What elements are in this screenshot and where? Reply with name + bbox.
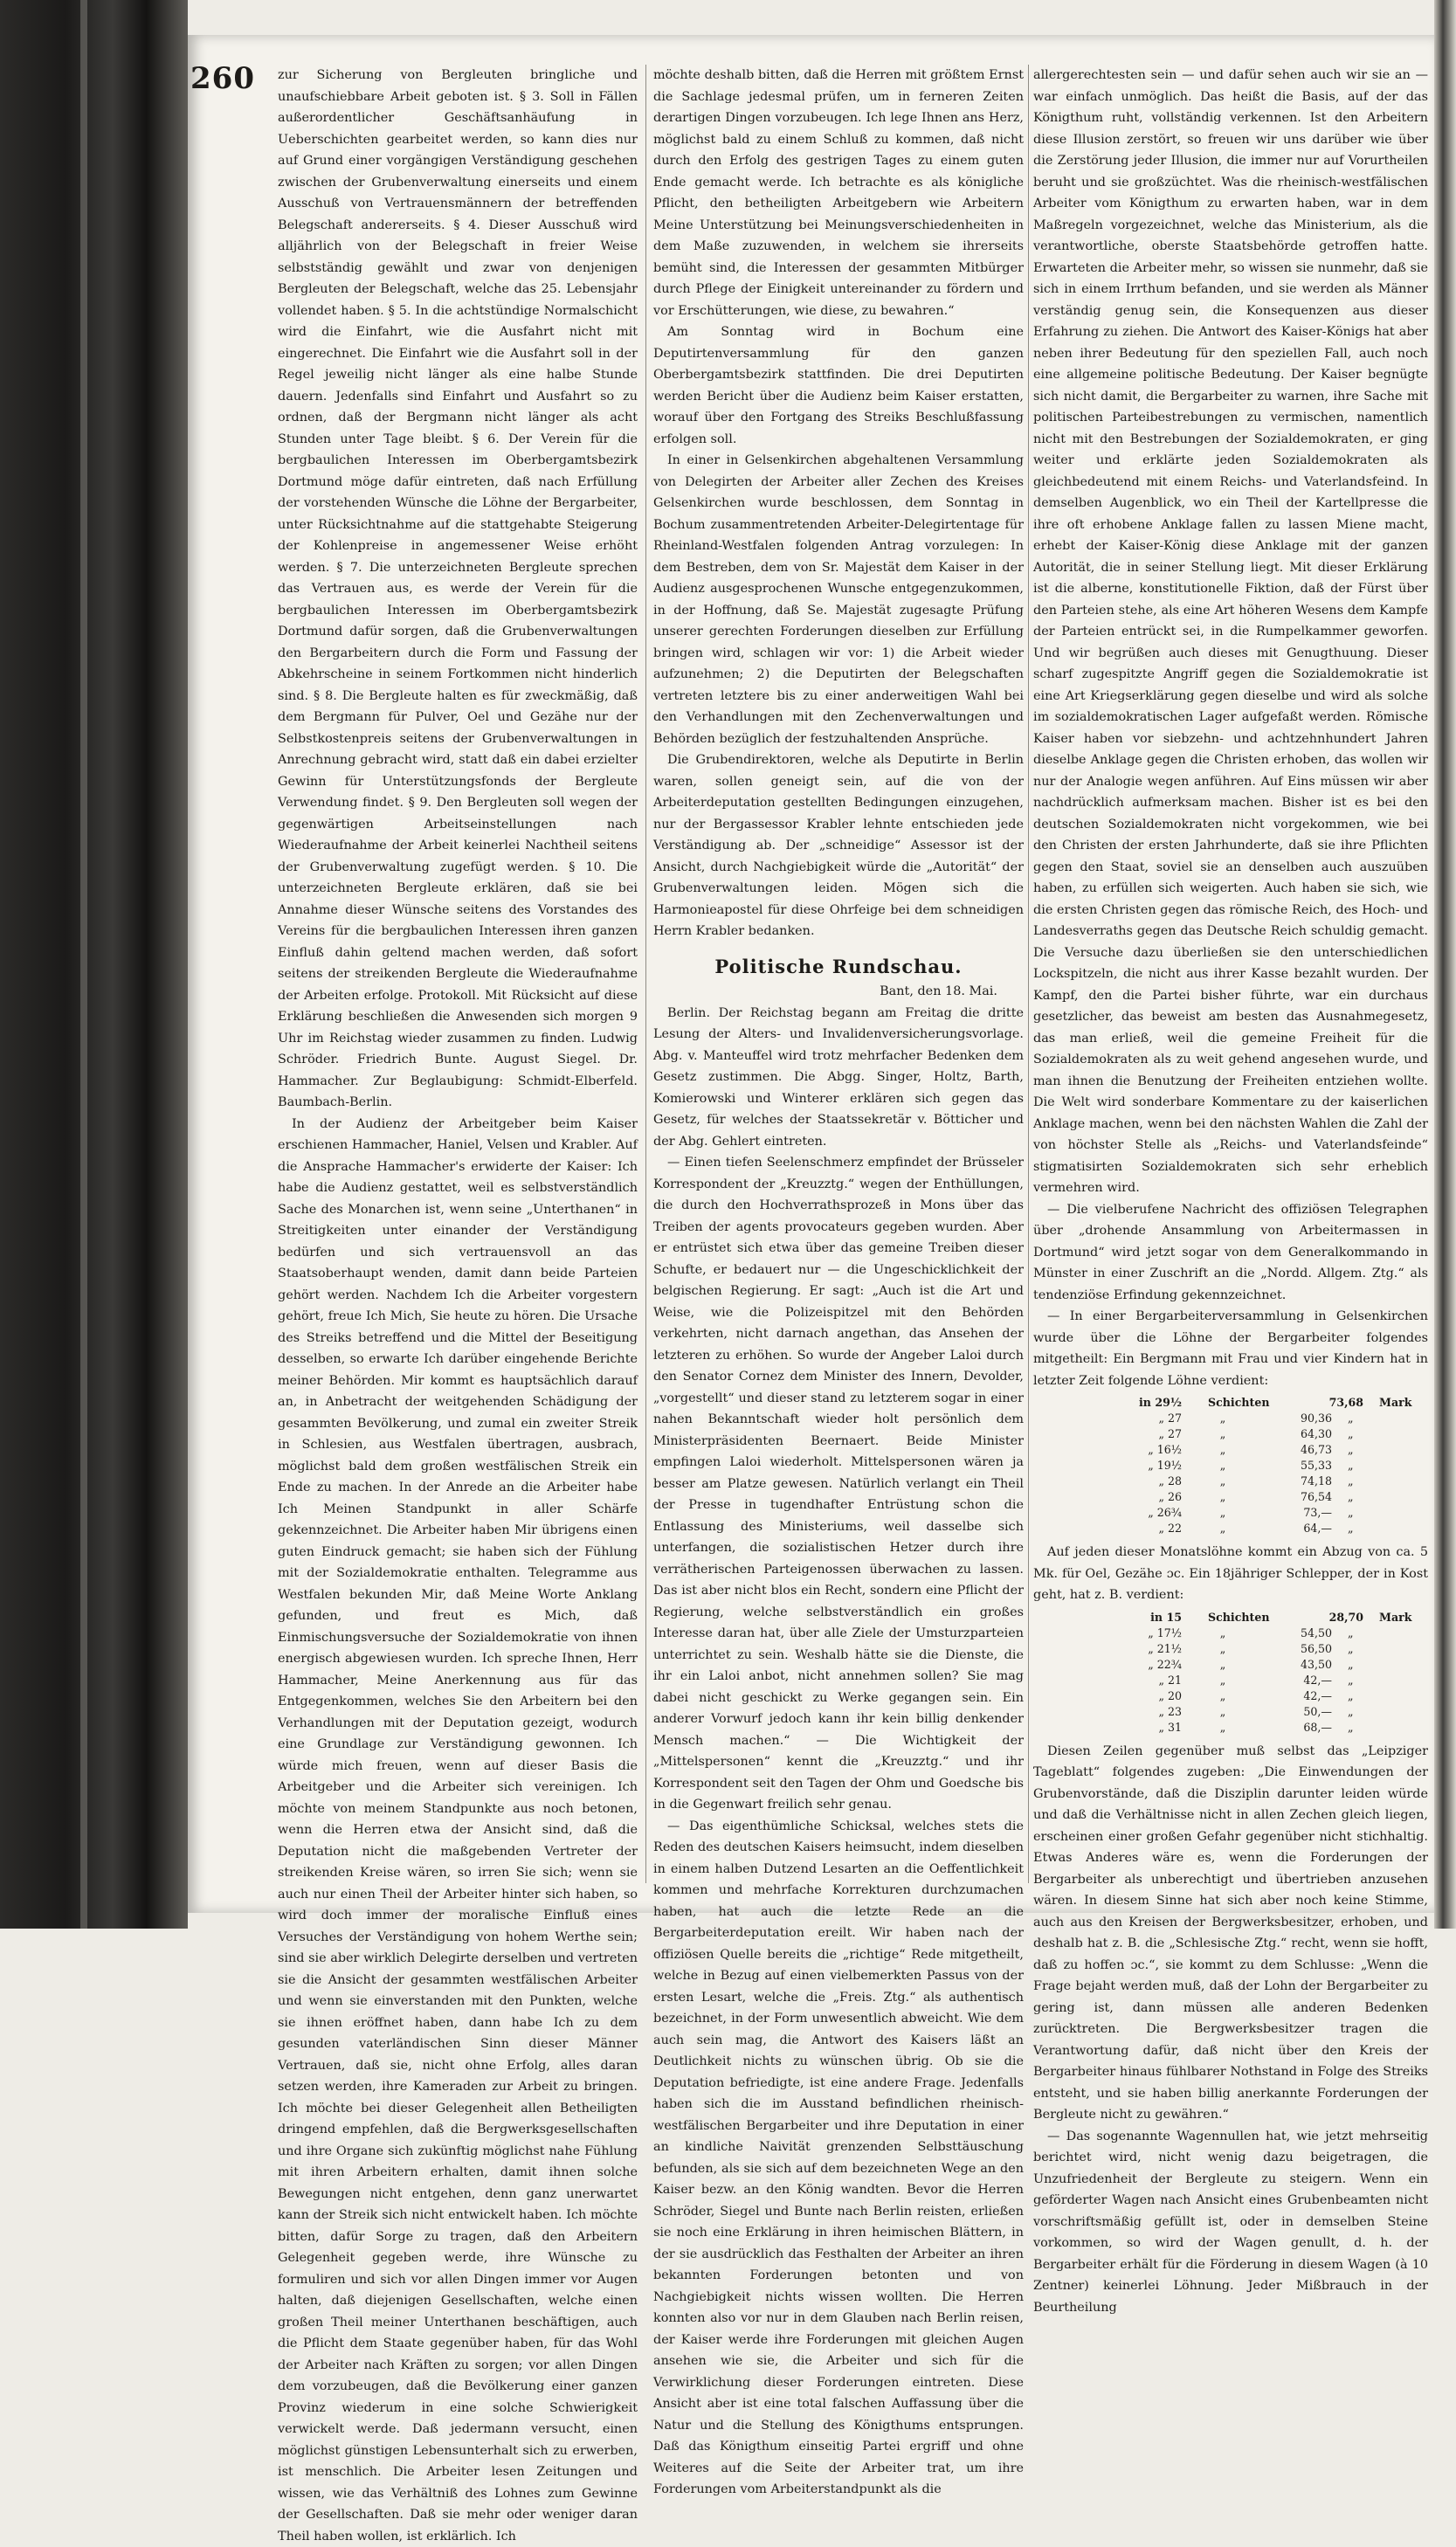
table-cell: 28,70 (1285, 1610, 1363, 1626)
table-cell: „ 22 (1094, 1521, 1192, 1536)
article-paragraph: In der Audienz der Arbeitgeber beim Kaiser erschienen Hammacher, Haniel, Velsen und Krabler. Auf die Ansprache Hammacher's erwiderte der Kaiser: Ich habe die Audienz gestattet, weil es selbstverständlich Sache des Monarchen ist, wenn seine „Unterthanen“ in Streitigkeiten unter einander der Verständigung bedürfen und sich vertrauensvoll an das Staatsoberhaupt wenden, damit dann beide Parteien gehört werden. Nachdem Ich die Arbeiter vorgestern gehört, freue Ich Mich, Sie heute zu hören. Die Ursache des Streiks betreffend und die Mittel der Beseitigung desselben, so erwarte Ich darüber eingehende Berichte meiner Behörden. Mir kommt es hauptsächlich darauf an, in Anbetracht der weitgehenden Schädigung der gesammten Bevölkerung, und zumal ein zweiter Streik in Schlesien, aus Westfalen übertragen, ausbrach, möglichst bald dem großen westfälischen Streik ein Ende zu machen. In der Anrede an die Arbeiter habe Ich Meinen Standpunkt in aller Schärfe gekennzeichnet. Die Arbeiter haben Mir übrigens einen guten Eindruck gemacht; sie haben sich der Fühlung mit der Sozialdemokratie enthalten. Telegramme aus Westfalen bekunden Mir, daß Meine Worte Anklang gefunden, und freut es Mich, daß Einmischungsversuche der Sozialdemokratie von ihnen energisch abgewiesen wurden. Ich spreche Ihnen, Herr Hammacher, Meine Anerkennung aus für das Entgegenkommen, welches Sie den Arbeitern bei den Verhandlungen mit der Deputation gezeigt, wodurch eine Grundlage zur Verständigung gewonnen. Ich würde mich freuen, wenn auf dieser Basis die Arbeitgeber und die Arbeiter sich vereinigen. Ich möchte von meinem Standpunkte aus noch betonen, wenn die Herren etwa der Ansicht sind, daß die Deputation nicht die maßgebenden Vertreter der streikenden Kreise wären, so irren Sie sich; wenn sie auch nur einen Theil der Arbeiter hinter sich haben, so wird doch immer der moralische Einfluß eines Versuches der Verständigung von hohem Werthe sein; sind sie aber wirklich Delegirte derselben und vertreten sie die Ansicht der gesammten westfälischen Arbeiter und wenn sie einverstanden mit den Punkten, welche sie ihnen eröffnet haben, dann habe Ich zu dem gesunden vaterländischen Sinn dieser Männer Vertrauen, daß sie, nicht ohne Erfolg, alles daran setzen werden, ihre Kameraden zur Arbeit zu bringen. Ich möchte bei dieser Gelegenheit allen Betheiligten dringend empfehlen, daß die Bergwerksgesellschaften und ihre Organe sich zukünftig möglichst nahe Fühlung mit ihren Arbeitern erhalten, damit ihnen solche Bewegungen nicht entgehen, denn ganz unerwartet kann der Streik sich nicht entwickelt haben. Ich möchte bitten, dafür Sorge zu tragen, daß den Arbeitern Gelegenheit gegeben werde, ihre Wünsche zu formuliren und sich vor allen Dingen immer vor Augen halten, daß diejenigen Gesellschaften, welche einen großen Theil meiner Unterthanen beschäftigen, auch die Pflicht dem Staate gegenüber haben, für das Wohl der Arbeiter nach Kräften zu sorgen; vor allen Dingen dem vorzubeugen, daß die Bevölkerung einer ganzen Provinz wiederum in eine solche Schwierigkeit verwickelt werde. Daß jedermann versucht, einen möglichst günstigen Lebensunterhalt sich zu erwerben, ist menschlich. Die Arbeiter lesen Zeitungen und wissen, wie das Verhältniß des Lohnes zum Gewinne der Gesellschaften. Daß sie mehr oder weniger daran Theil haben wollen, ist erklärlich. Ich (278, 1114, 638, 2547)
table-cell: „ 21 (1094, 1673, 1192, 1688)
table-header-row (1094, 1395, 1428, 1411)
section-title: Politische Rundschau. (653, 956, 1024, 978)
table-cell: „ (1332, 1458, 1354, 1474)
table-row (1094, 1657, 1428, 1673)
dateline: Bant, den 18. Mai. (653, 981, 1024, 1003)
table-cell: „ (1192, 1458, 1253, 1474)
table-cell: „ (1192, 1657, 1253, 1673)
page-number: 260 (190, 61, 255, 96)
table-cell: „ (1192, 1442, 1253, 1458)
table-cell: Mark (1379, 1610, 1411, 1626)
table-cell: „ 23 (1094, 1704, 1192, 1720)
book-binding-gutter (0, 0, 188, 1929)
table-cell: „ (1332, 1626, 1354, 1641)
table-cell: 64,— (1253, 1521, 1332, 1536)
table-cell: 73,68 (1285, 1395, 1363, 1411)
table-cell: „ (1332, 1474, 1354, 1489)
table-cell: „ (1192, 1688, 1253, 1704)
column-rule (1028, 65, 1029, 1883)
table-cell: 76,54 (1253, 1489, 1332, 1505)
table-cell: „ (1192, 1673, 1253, 1688)
table-row (1094, 1626, 1428, 1641)
table-cell: „ (1332, 1688, 1354, 1704)
article-paragraph: — In einer Bergarbeiterversammlung in Gelsenkirchen wurde über die Löhne der Bergarbeiter folgendes mitgetheilt: Ein Bergmann mit Frau und vier Kindern hat in letzter Zeit folgende Löhne verdient: (1033, 1306, 1428, 1391)
article-paragraph: Diesen Zeilen gegenüber muß selbst das „Leipziger Tageblatt“ folgendes zugeben: „Die Einwendungen der Grubenvorstände, daß die Disziplin darunter leiden würde und daß die Verhältnisse nicht in allen Zechen gleich liegen, erscheinen einer großen Gefahr gegenüber nicht stichhaltig. Etwas Anderes wäre es, wenn die Forderungen der Bergarbeiter als unberechtigt und übertrieben anzusehen wären. In diesem Sinne hat sich aber noch keine Stimme, auch aus den Kreisen der Bergwerksbesitzer, erhoben, und deshalb hat z. B. die „Schlesische Ztg.“ recht, wenn sie hofft, daß zu hoffen ɔc.“, sie kommt zu dem Schlusse: „Wenn die Frage bejaht werden muß, daß der Lohn der Bergarbeiter zu gering ist, dann müssen alle anderen Bedenken zurücktreten. Die Bergwerksbesitzer tragen die Verantwortung dafür, daß nicht über den Kreis der Bergarbeiter hinaus fühlbarer Nothstand in Folge des Streiks entsteht, und sie haben billig anerkannte Forderungen der Bergleute nicht zu gewähren.“ (1033, 1741, 1428, 2126)
table-cell: „ (1332, 1442, 1354, 1458)
table-cell: „ 26 (1094, 1489, 1192, 1505)
article-paragraph: In einer in Gelsenkirchen abgehaltenen Versammlung von Delegirten der Arbeiter aller Zechen des Kreises Gelsenkirchen wurde beschlossen, dem Sonntag in Bochum zusammentretenden Arbeiter-Delegirtentage für Rheinland-Westfalen folgenden Antrag vorzulegen: In dem Bestreben, dem von Sr. Majestät dem Kaiser in der Audienz ausgesprochenen Wunsche entgegenzukommen, in der Hoffnung, daß Se. Majestät zugesagte Prüfung unserer gerechten Forderungen dieselben zur Erfüllung bringen wird, schlagen wir vor: 1) die Arbeit wieder aufzunehmen; 2) die Deputirten der Belegschaften vertreten letztere bis zu einer anderweitigen Wahl bei den Verhandlungen mit den Zechenverwaltungen und Behörden bezüglich der festzuhaltenden Ansprüche. (653, 450, 1024, 749)
table-cell: „ (1332, 1720, 1354, 1736)
table-row (1094, 1442, 1428, 1458)
column-2 (653, 65, 1024, 1886)
table-cell: in 15 (1094, 1610, 1192, 1626)
table-cell: 68,— (1253, 1720, 1332, 1736)
wage-table-miner (1094, 1395, 1428, 1536)
page-edge (1434, 0, 1456, 1929)
table-row (1094, 1489, 1428, 1505)
table-cell: „ (1192, 1505, 1253, 1521)
table-cell: 73,— (1253, 1505, 1332, 1521)
table-row (1094, 1411, 1428, 1426)
article-paragraph: — Einen tiefen Seelenschmerz empfindet der Brüsseler Korrespondent der „Kreuzztg.“ wegen der Enthüllungen, die durch den Hochverrathsprozeß in Mons über das Treiben der agents provocateurs gegeben wurden. Aber er entrüstet sich etwa über das gemeine Treiben dieser Schufte, er bedauert nur — die Ungeschicklichkeit der belgischen Regierung. Er sagt: „Auch ist die Art und Weise, wie die Polizeispitzel mit den Behörden verkehrten, nicht darnach angethan, das Ansehen der letzteren zu erhöhen. So wurde der Angeber Laloi durch den Senator Cornez dem Minister des Innern, Devolder, „vorgestellt“ und dieser stand zu letzterem sogar in einer nahen Bekanntschaft wieder holt persönlich dem Ministerpräsidenten Beernaert. Beide Minister empfingen Laloi wiederholt. Mittelspersonen wären ja besser am Platze gewesen. Natürlich verlangt ein Theil der Presse in tugendhafter Entrüstung schon die Entlassung des Ministeriums, weil dasselbe sich unterfangen, die sozialistischen Hetzer durch ihre verrätherischen Parteigenossen überwachen zu lassen. Das ist aber nicht blos ein Recht, sondern eine Pflicht der Regierung, welche selbstverständlich ein großes Interesse daran hat, über alle Ziele der Umsturzparteien unterrichtet zu sein. Weshalb hätte sie die Dienste, die ihr ein Laloi anbot, nicht annehmen sollen? Sie mag dabei nicht geschickt zu Werke gegangen sein. Ein anderer Vorwurf jedoch kann ihr kein billig denkender Mensch machen.“ — Die Wichtigkeit der „Mittelspersonen“ kennt die „Kreuzztg.“ und ihr Korrespondent seit den Tagen der Ohm und Goedsche bis in die Gegenwart freilich sehr genau. (653, 1152, 1024, 1816)
table-cell: „ (1192, 1704, 1253, 1720)
article-paragraph: — Die vielberufene Nachricht des offiziösen Telegraphen über „drohende Ansammlung von Arbeitermassen in Dortmund“ wird jetzt sogar von dem Generalkommando in Münster in einer Zuschrift an die „Nordd. Allgem. Ztg.“ als tendenziöse Erfindung gekennzeichnet. (1033, 1199, 1428, 1307)
table-cell: „ (1192, 1626, 1253, 1641)
table-cell: 64,30 (1253, 1426, 1332, 1442)
table-cell: „ 16½ (1094, 1442, 1192, 1458)
table-row (1094, 1673, 1428, 1688)
table-cell: „ (1332, 1673, 1354, 1688)
table-row (1094, 1521, 1428, 1536)
table-cell: „ 31 (1094, 1720, 1192, 1736)
table-cell: „ (1332, 1489, 1354, 1505)
table-cell: „ (1192, 1720, 1253, 1736)
column-3 (1033, 65, 1428, 1886)
article-paragraph: — Das eigenthümliche Schicksal, welches stets die Reden des deutschen Kaisers heimsucht, indem dieselben in einem halben Dutzend Lesarten an die Oeffentlichkeit kommen und mehrfache Korrekturen durchzumachen haben, hat auch die letzte Rede an die Bergarbeiterdeputation ereilt. Wir haben nach der offiziösen Quelle bereits die „richtige“ Rede mitgetheilt, welche in Bezug auf einen vielbemerkten Passus von der ersten Lesart, welche die „Freis. Ztg.“ als authentisch bezeichnet, in der Form unwesentlich abweicht. Wie dem auch sein mag, die Antwort des Kaisers läßt an Deutlichkeit nichts zu wünschen übrig. Ob sie die Deputation befriedigte, ist eine andere Frage. Jedenfalls haben sich die im Ausstand befindlichen rheinisch-westfälischen Bergarbeiter und ihre Deputation in einer an kindliche Naivität grenzenden Selbsttäuschung befunden, als sie sich auf dem bezeichneten Wege an den Kaiser bezw. an den König wandten. Bevor die Herren Schröder, Siegel und Bunte nach Berlin reisten, erließen sie noch eine Erklärung in ihren heimischen Blättern, in der sie ausdrücklich das Festhalten der Arbeiter an ihren bekannten Forderungen betonten und von Nachgiebigkeit nichts wissen wollten. Die Herren konnten also vor nur in dem Glauben nach Berlin reisen, der Kaiser werde ihre Forderungen mit gleichen Augen ansehen wie sie, die Arbeiter und sich für die Verwirklichung dieser Forderungen eintreten. Diese Ansicht aber ist eine total falschen Auffassung über die Natur und die Stellung des Königthums entsprungen. Daß das Königthum einseitig Partei ergriff und ohne Weiteres auf die Seite der Arbeiter trat, um ihre Forderungen vom Arbeiterstandpunkt als die (653, 1816, 1024, 2501)
table-row (1094, 1458, 1428, 1474)
article-paragraph: Am Sonntag wird in Bochum eine Deputirtenversammlung für den ganzen Oberbergamtsbezirk stattfinden. Die drei Deputirten werden Bericht über die Audienz beim Kaiser erstatten, worauf über den Fortgang des Streiks Beschlußfassung erfolgen soll. (653, 321, 1024, 450)
table-cell: 42,— (1253, 1688, 1332, 1704)
table-cell: 43,50 (1253, 1657, 1332, 1673)
wage-table-haulier (1094, 1610, 1428, 1736)
table-cell: „ (1192, 1641, 1253, 1657)
table-cell: „ (1332, 1657, 1354, 1673)
table-cell: „ (1192, 1474, 1253, 1489)
table-cell: 42,— (1253, 1673, 1332, 1688)
article-paragraph: zur Sicherung von Bergleuten bringliche und unaufschiebbare Arbeit geboten ist. § 3. Soll in Fällen außerordentlicher Geschäftsanhäufung in Ueberschichten gearbeitet werden, so kann dies nur auf Grund einer vorgängigen Verständigung geschehen zwischen der Grubenverwaltung einerseits und einem Ausschuß von Vertrauensmännern der betreffenden Belegschaft andererseits. § 4. Dieser Ausschuß wird alljährlich von der Belegschaft in freier Weise selbstständig gewählt und zwar von denjenigen Bergleuten der Belegschaft, welche das 25. Lebensjahr vollendet haben. § 5. In die achtstündige Normalschicht wird die Einfahrt, wie die Ausfahrt nicht mit eingerechnet. Die Einfahrt wie die Ausfahrt soll in der Regel jeweilig nicht länger als eine halbe Stunde dauern. Jedenfalls sind Einfahrt und Ausfahrt so zu ordnen, daß der Bergmann nicht länger als acht Stunden unter Tage bleibt. § 6. Der Verein für die bergbaulichen Interessen im Oberbergamtsbezirk Dortmund möge dafür eintreten, daß nach Erfüllung der vorstehenden Wünsche die Löhne der Bergarbeiter, unter Rücksichtnahme auf die stattgehabte Steigerung der Kohlenpreise in angemessener Weise erhöht werden. § 7. Die unterzeichneten Bergleute sprechen das Vertrauen aus, es werde der Verein für die bergbaulichen Interessen im Oberbergamtsbezirk Dortmund dafür sorgen, daß die Grubenverwaltungen den Bergarbeitern durch die Form und Fassung der Abkehrscheine in seinem Fortkommen nicht hinderlich sind. § 8. Die Bergleute halten es für zweckmäßig, daß dem Bergmann für Pulver, Oel und Gezähe nur der Selbstkostenpreis seitens der Grubenverwaltungen in Anrechnung gebracht wird, statt daß ein dabei erzielter Gewinn für Unterstützungsfonds der Bergleute Verwendung findet. § 9. Den Bergleuten soll wegen der gegenwärtigen Arbeitseinstellungen nach Wiederaufnahme der Arbeit keinerlei Nachtheil seitens der Grubenverwaltung zugefügt werden. § 10. Die unterzeichneten Bergleute erklären, daß sie bei Annahme dieser Wünsche seitens des Vorstandes des Vereins für die bergbaulichen Interessen ihren ganzen Einfluß dahin geltend machen werden, daß sofort seitens der streikenden Bergleute die Wiederaufnahme der Arbeiten erfolge. Protokoll. Mit Rücksicht auf diese Erklärung beschließen die Anwesenden sich morgen 9 Uhr im Reichstag wieder zusammen zu finden. Ludwig Schröder. Friedrich Bunte. August Siegel. Dr. Hammacher. Zur Beglaubigung: Schmidt-Elberfeld. Baumbach-Berlin. (278, 65, 638, 1114)
table-cell: 56,50 (1253, 1641, 1332, 1657)
table-cell: „ 22¾ (1094, 1657, 1192, 1673)
table-cell: „ (1332, 1411, 1354, 1426)
table-row (1094, 1426, 1428, 1442)
article-paragraph: Berlin. Der Reichstag begann am Freitag die dritte Lesung der Alters- und Invalidenversicherungsvorlage. Abg. v. Manteuffel wird trotz mehrfacher Bedenken dem Gesetz zustimmen. Die Abgg. Singer, Holtz, Barth, Komierowski und Winterer erklären sich gegen das Gesetz, für welches der Staatssekretär v. Bötticher und der Abg. Gehlert eintreten. (653, 1003, 1024, 1153)
table-cell: „ 26¾ (1094, 1505, 1192, 1521)
table-row (1094, 1641, 1428, 1657)
article-paragraph: Auf jeden dieser Monatslöhne kommt ein Abzug von ca. 5 Mk. für Oel, Gezähe ɔc. Ein 18jähriger Schlepper, der in Kost geht, hat z. B. verdient: (1033, 1542, 1428, 1606)
article-paragraph: allergerechtesten sein — und dafür sehen auch wir sie an — war einfach unmöglich. Das heißt die Basis, auf der das Königthum ruht, vollständig verkennen. Ist den Arbeitern diese Illusion zerstört, so freuen wir uns darüber wie über die Zerstörung jeder Illusion, die immer nur auf Vorurtheilen beruht und sie großzüchtet. Was die rheinisch-westfälischen Arbeiter vom Königthum zu erwarten haben, war in dem Maßregeln vorgezeichnet, welche das Ministerium, als die verantwortliche, oberste Staatsbehörde getroffen hatte. Erwarteten die Arbeiter mehr, so wissen sie nunmehr, daß sie sich in einem Irrthum befanden, und sie werden als Männer verständig genug sein, die Konsequenzen aus dieser Erfahrung zu ziehen. Die Antwort des Kaiser-Königs hat aber neben ihrer Bedeutung für den speziellen Fall, auch noch eine allgemeine politische Bedeutung. Der Kaiser begnügte sich nicht damit, die Bergarbeiter zu warnen, ihre Sache mit politischen Parteibestrebungen zu vermischen, namentlich nicht mit den Bestrebungen der Sozialdemokraten, er ging weiter und erklärte jeden Sozialdemokraten als gleichbedeutend mit einem Reichs- und Vaterlandsfeind. In demselben Augenblick, wo ein Theil der Kartellpresse die ihre oft erhobene Anklage fallen zu lassen Miene macht, erhebt der Kaiser-König diese Anklage mit der ganzen Autorität, die in seiner Stellung liegt. Mit dieser Erklärung ist die alberne, konstitutionelle Fiktion, daß der Fürst über den Parteien stehe, als eine Art höheren Wesens dem Kampfe der Parteien entrückt sei, in die Rumpelkammer geworfen. Und wir begrüßen auch dieses mit Genugthuung. Dieser scharf zugespitzte Angriff gegen die Sozialdemokratie ist eine Art Kriegserklärung gegen dieselbe und wird als solche im sozialdemokratischen Lager aufgefaßt werden. Römische Kaiser haben vor siebzehn- und achtzehnhundert Jahren dieselbe Anklage gegen die Christen erhoben, das wollen wir nur der Analogie wegen anführen. Auf Eins müssen wir aber nachdrücklich aufmerksam machen. Bisher ist es bei den deutschen Sozialdemokraten nicht vorgekommen, wie bei den Christen der ersten Jahrhunderte, daß sie ihre Pflichten gegen den Staat, soviel sie an denselben auch auszuüben haben, zu erfüllen sich weigerten. Auch haben sie sich, wie die ersten Christen gegen das römische Reich, des Hoch- und Landesverraths gegen das Deutsche Reich schuldig gemacht. Die Versuche dazu überließen sie den unterschiedlichen Lockspitzeln, die nicht aus ihrer Kasse bezahlt wurden. Der Kampf, den die Partei bisher führte, war ein durchaus gesetzlicher, das beweist am besten das Ausnahmegesetz, das man erließ, weil die gemeine Freiheit für die Sozialdemokraten als zu weit gehend angesehen wurde, und man ihnen die Benutzung der Freiheiten entziehen wollte. Die Welt wird sonderbare Kommentare zu der kaiserlichen Anklage machen, wenn bei den nächsten Wahlen die Zahl der von höchster Stelle als „Reichs- und Vaterlandsfeinde“ stigmatisirten Sozialdemokraten sich sehr erheblich vermehren wird. (1033, 65, 1428, 1199)
table-row (1094, 1688, 1428, 1704)
table-cell: „ (1332, 1505, 1354, 1521)
article-paragraph: — Das sogenannte Wagennullen hat, wie jetzt mehrseitig berichtet wird, nicht wenig dazu beigetragen, die Unzufriedenheit der Bergleute zu steigern. Wenn ein geförderter Wagen nach Ansicht eines Grubenbeamten nicht vorschriftsmäßig gefüllt ist, oder in demselben Steine vorkommen, so wird der Wagen genullt, d. h. der Bergarbeiter erhält für die Förderung in diesem Wagen (à 10 Zentner) keinerlei Löhnung. Jeder Mißbrauch in der Beurtheilung (1033, 2126, 1428, 2319)
table-cell: 55,33 (1253, 1458, 1332, 1474)
table-cell: 90,36 (1253, 1411, 1332, 1426)
table-cell: „ 19½ (1094, 1458, 1192, 1474)
table-header-row (1094, 1610, 1428, 1626)
table-cell: „ 17½ (1094, 1626, 1192, 1641)
table-cell: 74,18 (1253, 1474, 1332, 1489)
article-paragraph: möchte deshalb bitten, daß die Herren mit größtem Ernst die Sachlage jedesmal prüfen, um in ferneren Zeiten derartigen Dingen vorzubeugen. Ich lege Ihnen ans Herz, möglichst bald zu einem Schluß zu kommen, daß nicht durch den Erfolg des gestrigen Tages zu einem guten Ende gemacht werde. Ich betrachte es als königliche Pflicht, den betheiligten Arbeitgebern wie Arbeitern Meine Unterstützung bei Meinungsverschiedenheiten in dem Maße zuzuwenden, in welchem sie ihrerseits bemüht sind, die Interessen der gesammten Mitbürger durch Pflege der Einigkeit untereinander zu fördern und vor Erschütterungen, wie diese, zu bewahren.“ (653, 65, 1024, 321)
table-cell: 50,— (1253, 1704, 1332, 1720)
table-cell: „ 27 (1094, 1426, 1192, 1442)
table-cell: Mark (1379, 1395, 1411, 1411)
table-row (1094, 1505, 1428, 1521)
table-cell: „ (1192, 1411, 1253, 1426)
table-row (1094, 1704, 1428, 1720)
table-cell: 46,73 (1253, 1442, 1332, 1458)
column-1 (278, 65, 638, 1886)
table-cell: Schichten (1208, 1395, 1269, 1411)
table-cell: „ 27 (1094, 1411, 1192, 1426)
column-rule (645, 65, 646, 1883)
table-row (1094, 1720, 1428, 1736)
table-cell: „ 28 (1094, 1474, 1192, 1489)
table-cell: „ (1332, 1426, 1354, 1442)
table-cell: „ (1332, 1521, 1354, 1536)
table-row (1094, 1474, 1428, 1489)
table-cell: „ (1332, 1641, 1354, 1657)
table-cell: „ 21½ (1094, 1641, 1192, 1657)
table-cell: 54,50 (1253, 1626, 1332, 1641)
table-cell: „ (1332, 1704, 1354, 1720)
table-cell: „ (1192, 1489, 1253, 1505)
table-cell: Schichten (1208, 1610, 1269, 1626)
table-cell: „ (1192, 1521, 1253, 1536)
article-paragraph: Die Grubendirektoren, welche als Deputirte in Berlin waren, sollen geneigt sein, auf die von der Arbeiterdeputation gestellten Bedingungen einzugehen, nur der Bergassessor Krabler lehnte entschieden jede Verständigung ab. Der „schneidige“ Assessor ist der Ansicht, durch Nachgiebigkeit würde die „Autorität“ der Grubenverwaltungen leiden. Mögen sich die Harmonieapostel für diese Ohrfeige bei dem schneidigen Herrn Krabler bedanken. (653, 749, 1024, 942)
table-cell: „ 20 (1094, 1688, 1192, 1704)
table-cell: in 29½ (1094, 1395, 1192, 1411)
table-cell: „ (1192, 1426, 1253, 1442)
